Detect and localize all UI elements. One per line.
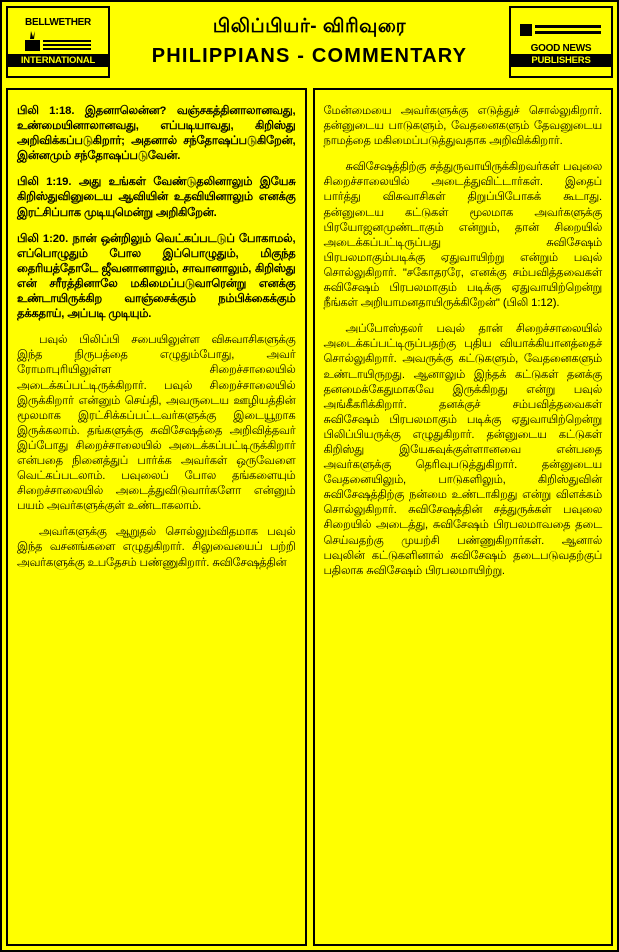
commentary-paragraph: அவர்களுக்கு ஆறுதல் சொல்லும்விதமாக பவுல் இந்த வசனங்களை எழுதுகிறார். சிலுவையைப் பற்றி அவர்களுக்கு உபதேசம் பண்ணுகிறார். சுவிசேஷத்தின் — [17, 526, 296, 569]
verse-paragraph: பிலி 1:19. அது உங்கள் வேண்டுதலினாலும் இயேசு கிறிஸ்துவினுடைய ஆவியின் உதவியினாலும் எனக்கு இரட்சிப்பாக முடியுமென்று அறிகிறேன். — [17, 176, 296, 219]
open-book-icon — [511, 17, 611, 43]
bellwether-logo-name: BELLWETHER — [25, 17, 91, 28]
verse-paragraph: பிலி 1:20. நான் ஒன்றிலும் வெட்கப்படடுப் போகாமல், எப்பொழுதும் போல இப்பொழுதும், மிகுந்த தைரியத்தோடே ஜீவனானாலும், சாவானாலும், கிறிஸ்து என் சரீரத்தினாலே மகிமைப்படுவாரென்று எனக்கு உண்டாயிருக்கிற வாஞ்சைக்கும் நம்பிக்கைக்கும் தக்கதாய், அப்படி முடியும். — [17, 232, 296, 321]
page-title-tamil: பிலிப்பியர்- விரிவுரை — [212, 16, 407, 37]
publisher-logo-goodnews — [509, 6, 613, 78]
text-column-left — [6, 88, 307, 946]
goodnews-logo-bar: PUBLISHERS — [511, 54, 611, 67]
text-column-right — [313, 88, 614, 946]
commentary-paragraph: மேன்மையை அவர்களுக்கு எடுத்துச் சொல்லுகிறார். தன்னுடைய பாடுகளும், வேதனைகளும் தேவனுடைய நாமத்தை மகிமைப்படுத்துவதாக அறிவிக்கிறார். — [323, 105, 602, 148]
bellwether-logo-bar: INTERNATIONAL — [8, 54, 108, 67]
commentary-paragraph: சுவிசேஷத்திற்கு சத்துருவாயிருக்கிறவர்கள் பவுலை சிறைச்சாலையில் அடைத்துவிட்டார்கள். இதைப் பார்த்து விசுவாசிகள் திறுப்பிபோகக் கூடாது. தன்னுடைய கட்டுகள் மூலமாக அவர்களுக்கு பிரயோஜனமுண்டாகும் என்றும், தான் சிறையில் அடைக்கப்பட்டிருப்பது சுவிசேஷம் பிரபலமாகும்படிக்கு ஏதுவாயிற்று என்றும் பவுல் சொல்லுகிறார். "சகோதரரே, எனக்கு சம்பவித்தவைகள் சுவிசேஷம் பிரபலமாகும் படிக்கு ஏதுவாயிற்றென்று நீங்கள் அறியாமனதாயிருக்கிறேன்" (பிலி 1:12). — [323, 161, 602, 310]
body-columns — [6, 88, 613, 946]
commentary-paragraph: பவுல் பிலிப்பி சபையிலுள்ள விசுவாசிகளுக்கு இந்த நிருபத்தை எழுதும்போது, அவர் ரோமாபுரியிலுள்ள சிறைச்சாலையில் அடைக்கப்பட்டிருக்கிறார். பவுல் சிறைச்சாலையில் இருக்கிறார் என்னும் செய்தி, அவருடைய ஊழியத்தின் மூலமாக இரட்சிக்கப்பட்டவர்களுக்கு இடையூறாக இருக்கலாம். தங்களுக்கு சுவிசேஷத்தை அறிவித்தவர் இப்போது சிறைச்சாலையில் அடைக்கப்பட்டிருக்கிறார் என்பதை நினைத்துப் பார்க்க அவர்கள் ஒருவேளை வெட்கப்படலாம். பவுலைப் போல தங்களையும் சிறைச்சாலையில் அடைத்துவிடுவார்களோ என்னும் பயம் அவர்களுக்குள் உண்டாகலாம். — [17, 334, 296, 513]
publisher-logo-bellwether — [6, 6, 110, 78]
page-title-english: PHILIPPIANS - COMMENTARY — [151, 45, 468, 67]
verse-paragraph: பிலி 1:18. இதனாலென்ன? வஞ்சகத்தினாலானவது, உண்மையினாலானவது, எப்படியாவது, கிறிஸ்து அறிவிக்கப்படுகிறார்; அதனால் சந்தோஷப்படுகிறேன், இன்னமும் சந்தோஷப்படுவேன். — [17, 105, 296, 163]
goodnews-logo-name: GOOD NEWS — [530, 43, 592, 54]
page-title — [110, 6, 509, 78]
page-header — [6, 6, 613, 78]
commentary-paragraph: அப்போஸ்தலர் பவுல் தான் சிறைச்சாலையில் அடைக்கப்பட்டிருப்பதற்கு புதிய வியாக்கியானத்தைச் சொல்லுகிறார். அவருக்கு கட்டுகளும், வேதனைகளும் உண்டாயிருறது. ஆனாலும் இந்தக் கட்டுகள் தனக்கு தனமைக்கேதுமாகவே இருக்கிறது என்று பவுல் அங்கீகரிக்கிறார். தனக்குச் சம்பவித்தவைகள் சுவிசேஷம் பிரபலமாகும் படிக்கு ஏதுவாயிற்றென்று பிலிப்பியருக்கு எழுதுகிறார். தன்னுடைய கட்டுகள் கிறிஸ்து இயேசுவுக்குள்ளானவை என்பதை அவர்களுக்கு தெரிவுபடுத்துகிறார். தன்னுடைய வேதனையிலும், பாடுகளிலும், கிறிஸ்துவின் சுவிசேஷத்திற்கு நன்மை உண்டாகிறது என்று விளக்கம் சொல்லுகிறார். சுவிசேஷத்தின் சத்துருக்கள் பவுலை சிறையில் அடைத்து, சுவிசேஷம் பிரபலமாவதை தடை செய்வதற்கு முயற்சி பண்ணுகிறார்கள். ஆனால் பவுலின் கட்டுகளினால் சுவிசேஷம் தடைபடுவதற்குப் பதிலாக சுவிசேஷம் பிரபலமாயிற்று. — [323, 323, 602, 577]
open-book-flame-icon — [8, 28, 108, 54]
